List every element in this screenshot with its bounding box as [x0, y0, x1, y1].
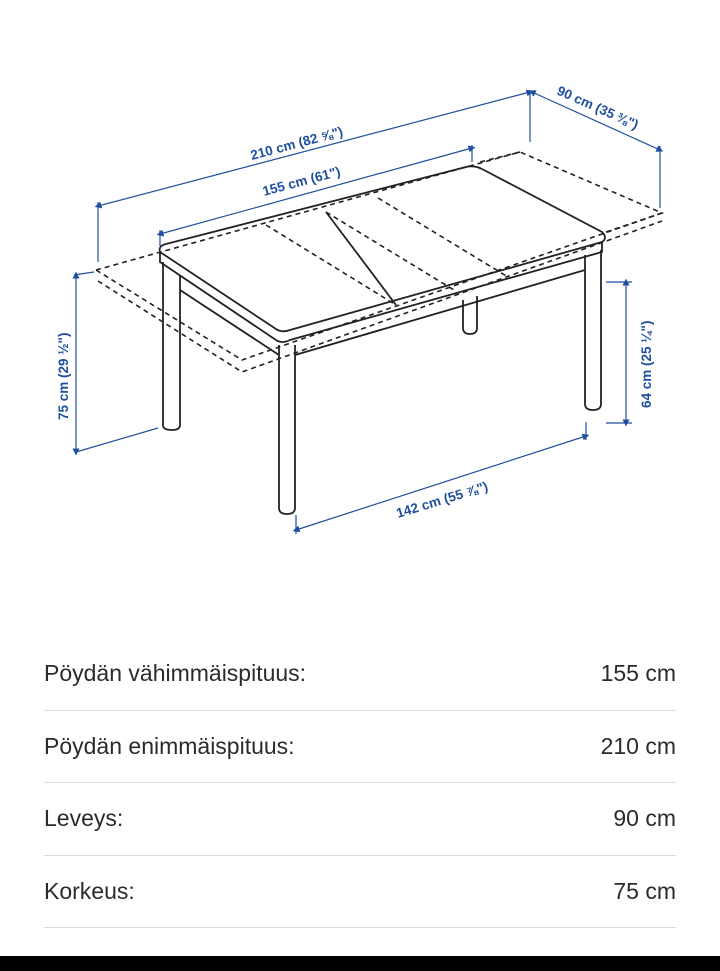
spec-label: Korkeus:: [44, 877, 135, 904]
spec-value: 90 cm: [613, 805, 676, 831]
dim-label-height: 75 cm (29 ½"): [56, 332, 71, 420]
dim-label-max-length: 210 cm (82 ⅝"): [248, 123, 345, 163]
spec-value: 155 cm: [600, 660, 676, 686]
system-navigation-bar: [0, 956, 720, 971]
spec-row-min-length: [0, 638, 720, 711]
spec-value: 75 cm: [613, 877, 676, 904]
dim-label-min-length: 155 cm (61"): [260, 163, 343, 199]
dim-label-leg-span: 142 cm (55 ⅞"): [394, 478, 490, 521]
table-top: [160, 163, 605, 342]
spec-row-max-length: [0, 711, 720, 784]
dimension-spec-list: [0, 638, 720, 928]
spec-label: Pöydän vähimmäispituus:: [44, 660, 307, 686]
table-legs: [163, 250, 601, 514]
spec-row-width: [0, 783, 720, 856]
spec-value: 210 cm: [600, 732, 676, 759]
dim-label-width: 90 cm (35 ⅜"): [554, 83, 641, 133]
dimension-lines: [74, 90, 660, 534]
dim-label-leg-clearance: 64 cm (25 ¼"): [639, 320, 654, 408]
spec-row-height: [0, 856, 720, 929]
spec-label: Pöydän enimmäispituus:: [44, 732, 295, 759]
spec-label: Leveys:: [44, 805, 124, 831]
divider: [44, 927, 676, 928]
